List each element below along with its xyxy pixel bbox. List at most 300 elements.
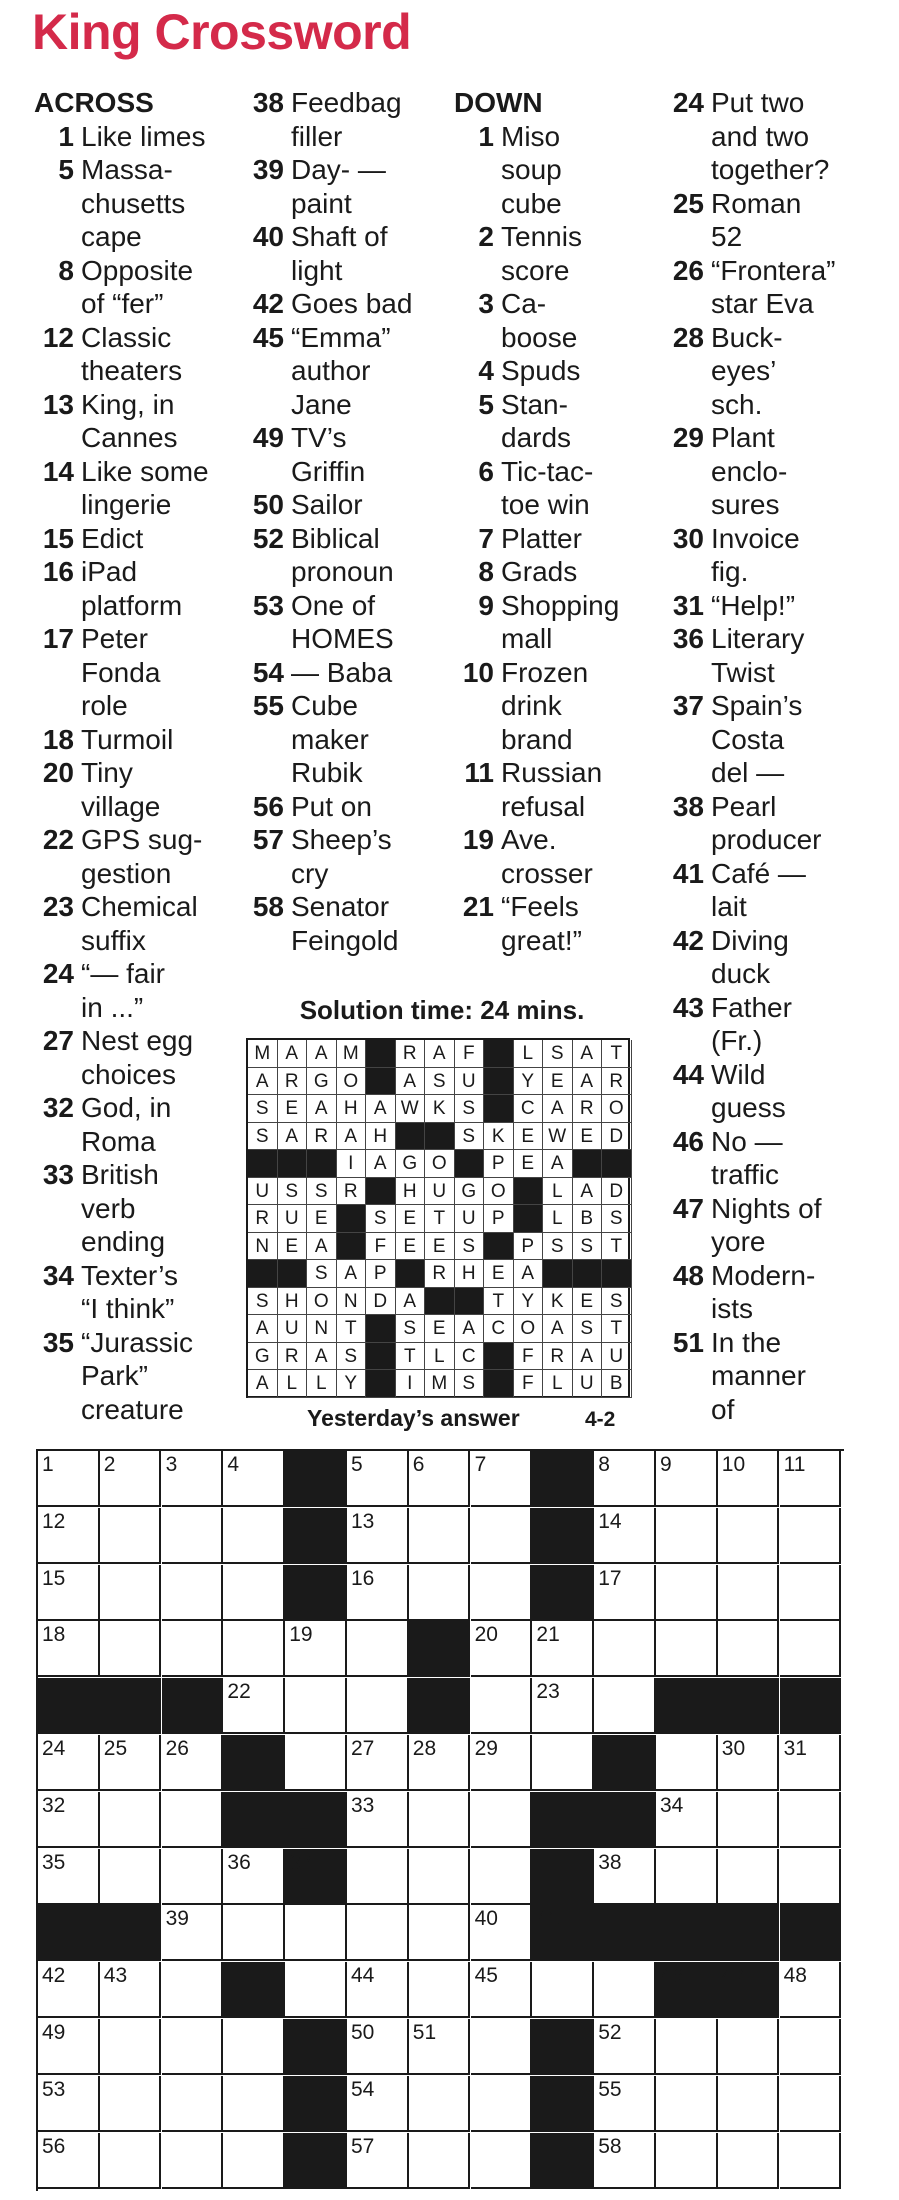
clue-number: 38 — [252, 87, 284, 118]
answer-letter-cell: S — [602, 1288, 632, 1316]
grid-cell[interactable] — [223, 1849, 285, 1905]
grid-cell[interactable] — [718, 2133, 780, 2189]
grid-cell[interactable] — [594, 1621, 656, 1677]
grid-cell[interactable] — [656, 2133, 718, 2189]
clue-text-line: iPad — [81, 556, 138, 587]
grid-cell[interactable] — [532, 1962, 594, 2018]
grid-cell[interactable] — [100, 1849, 162, 1905]
grid-cell[interactable] — [471, 1621, 533, 1677]
cell-number: 19 — [289, 1623, 313, 1647]
grid-cell[interactable] — [780, 1962, 842, 2018]
answer-letter-cell: S — [602, 1205, 632, 1233]
clue-text-line: of “fer” — [81, 288, 164, 319]
cell-number: 35 — [42, 1850, 66, 1874]
grid-cell[interactable] — [409, 1508, 471, 1564]
grid-cell[interactable] — [223, 2019, 285, 2075]
answer-black-square — [366, 1040, 396, 1068]
grid-cell[interactable] — [409, 1451, 471, 1507]
clue-text-line: Turmoil — [81, 723, 174, 755]
grid-cell[interactable] — [38, 2133, 100, 2189]
answer-letter-cell: F — [514, 1370, 544, 1398]
clue-text-line: eyes’ — [711, 355, 777, 386]
clue-number: 46 — [672, 1125, 704, 1157]
grid-cell[interactable] — [471, 1735, 533, 1791]
grid-cell[interactable] — [409, 2133, 471, 2189]
answer-letter-cell: K — [425, 1095, 455, 1123]
grid-cell[interactable] — [162, 1621, 224, 1677]
clue-item — [34, 890, 244, 957]
clue-item — [34, 120, 244, 154]
grid-cell[interactable] — [780, 1451, 842, 1507]
answer-letter-cell: S — [573, 1315, 603, 1343]
grid-cell[interactable] — [100, 1792, 162, 1848]
grid-cell[interactable] — [594, 1508, 656, 1564]
answer-letter-cell: E — [425, 1233, 455, 1261]
clue-number: 8 — [478, 556, 494, 587]
cell-number: 23 — [536, 1680, 560, 1704]
clue-text-line: refusal — [501, 790, 586, 822]
grid-cell[interactable] — [780, 2133, 842, 2189]
grid-cell[interactable] — [718, 2076, 780, 2132]
clue-number: 25 — [672, 187, 704, 219]
clue-text-line: traffic — [711, 1159, 779, 1190]
answer-letter-cell: L — [543, 1205, 573, 1233]
answer-black-square — [366, 1343, 396, 1371]
clue-number: 43 — [672, 991, 704, 1023]
answer-letter-cell: C — [455, 1343, 485, 1371]
clue-text-line: Platter — [501, 522, 582, 554]
answer-letter-cell: A — [396, 1068, 426, 1096]
clue-item — [34, 1091, 244, 1158]
grid-cell[interactable] — [38, 2076, 100, 2132]
black-square — [223, 1792, 285, 1848]
clue-item — [34, 823, 244, 890]
black-square — [718, 1678, 780, 1734]
grid-cell[interactable] — [100, 1565, 162, 1621]
clue-text-line: Cube — [291, 690, 358, 721]
grid-cell[interactable] — [38, 1962, 100, 2018]
clue-item — [244, 823, 444, 890]
cell-number: 42 — [42, 1964, 66, 1988]
answer-letter-cell: E — [543, 1068, 573, 1096]
grid-cell[interactable] — [471, 1849, 533, 1905]
grid-cell[interactable] — [347, 2019, 409, 2075]
clue-number: 44 — [672, 1058, 704, 1090]
grid-cell[interactable] — [594, 2019, 656, 2075]
grid-cell[interactable] — [718, 1565, 780, 1621]
grid-cell[interactable] — [38, 1621, 100, 1677]
grid-cell[interactable] — [347, 1678, 409, 1734]
grid-cell[interactable] — [780, 1508, 842, 1564]
grid-cell[interactable] — [471, 2076, 533, 2132]
clue-item — [34, 622, 244, 723]
grid-cell[interactable] — [718, 1792, 780, 1848]
clue-text-line: platform — [81, 589, 183, 621]
grid-cell[interactable] — [594, 2076, 656, 2132]
clue-item — [454, 555, 664, 589]
grid-cell[interactable] — [347, 1962, 409, 2018]
grid-cell[interactable] — [656, 1849, 718, 1905]
grid-cell[interactable] — [100, 1962, 162, 2018]
grid-cell[interactable] — [780, 1849, 842, 1905]
grid-cell[interactable] — [656, 1621, 718, 1677]
clue-text-line: Roman — [711, 187, 802, 219]
cell-number: 16 — [351, 1566, 375, 1590]
clue-item — [664, 622, 899, 689]
grid-cell[interactable] — [594, 1451, 656, 1507]
grid-cell[interactable] — [780, 2076, 842, 2132]
cell-number: 38 — [598, 1850, 622, 1874]
grid-cell[interactable] — [409, 1792, 471, 1848]
cell-number: 5 — [351, 1453, 363, 1476]
answer-letter-cell: E — [396, 1205, 426, 1233]
answer-letter-cell: A — [307, 1233, 337, 1261]
grid-cell[interactable] — [38, 1735, 100, 1791]
clue-item — [34, 723, 244, 757]
grid-cell[interactable] — [285, 1621, 347, 1677]
clue-number: 45 — [252, 321, 284, 353]
grid-cell[interactable] — [409, 1849, 471, 1905]
grid-cell[interactable] — [100, 2076, 162, 2132]
grid-cell[interactable] — [656, 2076, 718, 2132]
grid-cell[interactable] — [162, 1565, 224, 1621]
clue-item — [664, 1058, 899, 1125]
clue-number: 32 — [42, 1092, 74, 1123]
answer-black-square — [484, 1068, 514, 1096]
grid-cell[interactable] — [162, 2076, 224, 2132]
grid-cell[interactable] — [162, 1962, 224, 2018]
grid-cell[interactable] — [162, 2133, 224, 2189]
grid-cell[interactable] — [656, 1508, 718, 1564]
answer-letter-cell: K — [543, 1288, 573, 1316]
grid-cell[interactable] — [285, 1678, 347, 1734]
answer-black-square — [366, 1068, 396, 1096]
grid-cell[interactable] — [594, 1849, 656, 1905]
clue-text-line: Biblical — [291, 522, 380, 554]
grid-cell[interactable] — [471, 1905, 533, 1961]
grid-cell[interactable] — [285, 1962, 347, 2018]
grid-cell[interactable] — [100, 2019, 162, 2075]
grid-cell[interactable] — [594, 1678, 656, 1734]
cell-number: 24 — [42, 1737, 66, 1760]
answer-letter-cell: D — [602, 1178, 632, 1206]
grid-cell[interactable] — [100, 1621, 162, 1677]
black-square — [594, 1905, 656, 1961]
grid-cell[interactable] — [347, 1735, 409, 1791]
grid-cell[interactable] — [471, 2019, 533, 2075]
grid-cell[interactable] — [656, 1735, 718, 1791]
grid-cell[interactable] — [38, 1565, 100, 1621]
grid-cell[interactable] — [409, 2019, 471, 2075]
grid-cell[interactable] — [285, 1905, 347, 1961]
answer-letter-cell: O — [602, 1095, 632, 1123]
clue-text-line: Jane — [291, 388, 352, 420]
grid-cell[interactable] — [718, 1621, 780, 1677]
grid-cell[interactable] — [347, 1621, 409, 1677]
clue-text-line: British — [81, 1159, 159, 1190]
grid-cell[interactable] — [471, 1565, 533, 1621]
grid-cell[interactable] — [347, 1451, 409, 1507]
clue-text-line: mall — [501, 623, 553, 654]
clue-item — [664, 924, 899, 991]
grid-cell[interactable] — [718, 1508, 780, 1564]
answer-letter-cell: T — [602, 1233, 632, 1261]
clue-item — [244, 790, 444, 824]
grid-cell[interactable] — [162, 1792, 224, 1848]
answer-letter-cell: R — [396, 1040, 426, 1068]
answer-letter-cell: E — [514, 1123, 544, 1151]
grid-cell[interactable] — [162, 1508, 224, 1564]
black-square — [718, 1962, 780, 2018]
answer-letter-cell: A — [425, 1040, 455, 1068]
grid-cell[interactable] — [594, 1962, 656, 2018]
grid-cell[interactable] — [162, 1849, 224, 1905]
grid-cell[interactable] — [656, 2019, 718, 2075]
answer-black-square — [484, 1040, 514, 1068]
grid-cell[interactable] — [656, 1792, 718, 1848]
grid-cell[interactable] — [347, 1565, 409, 1621]
answer-letter-cell: C — [484, 1315, 514, 1343]
answer-letter-cell: E — [573, 1288, 603, 1316]
clue-text-line: village — [81, 790, 161, 822]
answer-letter-cell: E — [278, 1095, 308, 1123]
answer-letter-cell: R — [307, 1123, 337, 1151]
clue-number: 18 — [42, 723, 74, 755]
grid-cell[interactable] — [347, 1508, 409, 1564]
grid-cell[interactable] — [100, 1451, 162, 1507]
clue-text-line: Russian — [501, 757, 603, 788]
across-heading: ACROSS — [34, 87, 154, 118]
black-square — [656, 1678, 718, 1734]
grid-cell[interactable] — [409, 1962, 471, 2018]
grid-cell[interactable] — [594, 2133, 656, 2189]
grid-cell[interactable] — [780, 1792, 842, 1848]
clue-text-line: Nights of — [711, 1192, 822, 1224]
black-square — [285, 1451, 347, 1507]
grid-cell[interactable] — [162, 2019, 224, 2075]
clue-text-line: Edict — [81, 522, 144, 554]
answer-letter-cell: U — [425, 1178, 455, 1206]
answer-letter-cell: U — [278, 1315, 308, 1343]
clue-text-line: Fonda — [81, 656, 161, 688]
grid-cell[interactable] — [100, 1508, 162, 1564]
answer-letter-cell: A — [248, 1068, 278, 1096]
answer-letter-cell: A — [573, 1178, 603, 1206]
grid-cell[interactable] — [718, 1451, 780, 1507]
answer-letter-cell: O — [337, 1068, 367, 1096]
grid-cell[interactable] — [718, 1735, 780, 1791]
grid-cell[interactable] — [656, 1565, 718, 1621]
clue-text-line: Feingold — [291, 924, 399, 956]
cell-number: 14 — [598, 1509, 622, 1533]
grid-cell[interactable] — [532, 1621, 594, 1677]
grid-cell[interactable] — [38, 1792, 100, 1848]
grid-cell[interactable] — [780, 2019, 842, 2075]
answer-letter-cell: D — [366, 1288, 396, 1316]
clue-item — [664, 86, 899, 187]
grid-cell[interactable] — [780, 1565, 842, 1621]
clue-text-line: score — [501, 254, 570, 286]
cell-number: 8 — [598, 1453, 610, 1476]
grid-cell[interactable] — [471, 1678, 533, 1734]
black-square — [532, 1905, 594, 1961]
grid-cell[interactable] — [780, 1735, 842, 1791]
clue-text-line: King, in — [81, 388, 175, 420]
grid-cell[interactable] — [38, 1849, 100, 1905]
grid-cell[interactable] — [285, 1735, 347, 1791]
answer-letter-cell: C — [514, 1095, 544, 1123]
clue-number: 22 — [42, 824, 74, 855]
grid-cell[interactable] — [471, 1792, 533, 1848]
answer-letter-cell: L — [307, 1370, 337, 1398]
clue-text-line: (Fr.) — [711, 1025, 763, 1056]
cell-number: 46 — [660, 1964, 684, 1988]
answer-letter-cell: U — [455, 1068, 485, 1096]
answer-letter-cell: E — [573, 1123, 603, 1151]
grid-cell[interactable] — [409, 1735, 471, 1791]
grid-cell[interactable] — [223, 2076, 285, 2132]
cell-number: 37 — [289, 1850, 313, 1874]
answer-letter-cell: E — [425, 1315, 455, 1343]
grid-cell[interactable] — [409, 1905, 471, 1961]
grid-cell[interactable] — [532, 1735, 594, 1791]
clue-text-line: light — [291, 254, 343, 286]
grid-cell[interactable] — [223, 2133, 285, 2189]
answer-letter-cell: F — [366, 1233, 396, 1261]
black-square — [532, 2133, 594, 2189]
grid-cell[interactable] — [347, 2133, 409, 2189]
grid-cell[interactable] — [38, 1451, 100, 1507]
clue-text-line: Invoice — [711, 522, 800, 554]
grid-cell[interactable] — [347, 1905, 409, 1961]
clue-text-line: Nest egg — [81, 1025, 194, 1056]
answer-letter-cell: H — [366, 1123, 396, 1151]
answer-letter-cell: I — [396, 1370, 426, 1398]
clue-item — [454, 287, 664, 354]
grid-cell[interactable] — [223, 1565, 285, 1621]
grid-cell[interactable] — [780, 1621, 842, 1677]
clue-item — [34, 455, 244, 522]
cell-number: 41 — [536, 1907, 560, 1931]
grid-cell[interactable] — [162, 1451, 224, 1507]
answer-letter-cell: S — [396, 1315, 426, 1343]
grid-cell[interactable] — [100, 2133, 162, 2189]
grid-cell[interactable] — [471, 1508, 533, 1564]
grid-cell[interactable] — [223, 1905, 285, 1961]
clue-item — [34, 522, 244, 556]
grid-cell[interactable] — [223, 1451, 285, 1507]
grid-cell[interactable] — [347, 1792, 409, 1848]
clue-text-line: role — [81, 690, 128, 721]
grid-cell[interactable] — [718, 2019, 780, 2075]
answer-letter-cell: U — [278, 1205, 308, 1233]
clue-number: 8 — [58, 254, 74, 286]
black-square — [409, 1678, 471, 1734]
black-square — [532, 1565, 594, 1621]
clue-number: 47 — [672, 1192, 704, 1224]
grid-cell[interactable] — [223, 1621, 285, 1677]
clue-number: 1 — [478, 120, 494, 152]
clue-text-line: filler — [291, 120, 343, 152]
clue-text-line: maker — [291, 723, 369, 755]
cell-number: 47 — [721, 1964, 746, 1988]
clue-number: 14 — [42, 455, 74, 487]
answer-letter-cell: H — [455, 1260, 485, 1288]
answer-letter-cell: A — [543, 1150, 573, 1178]
clue-number: 15 — [42, 522, 74, 554]
clue-number: 57 — [252, 824, 284, 855]
grid-cell[interactable] — [223, 1508, 285, 1564]
clue-text-line: Shaft of — [291, 221, 388, 252]
clue-text-line: Father — [711, 991, 792, 1023]
grid-cell[interactable] — [656, 1451, 718, 1507]
answer-black-square — [484, 1343, 514, 1371]
grid-cell[interactable] — [100, 1735, 162, 1791]
clue-text-line: dards — [501, 422, 572, 453]
grid-cell[interactable] — [409, 1565, 471, 1621]
clue-item — [34, 1024, 244, 1091]
grid-cell[interactable] — [38, 2019, 100, 2075]
answer-letter-cell: R — [602, 1068, 632, 1096]
clue-number: 23 — [42, 891, 74, 922]
black-square — [718, 1905, 780, 1961]
grid-cell[interactable] — [162, 1905, 224, 1961]
clue-item — [244, 153, 444, 220]
answer-letter-cell: A — [455, 1315, 485, 1343]
grid-cell[interactable] — [471, 1451, 533, 1507]
clue-text-line: Stan- — [501, 388, 568, 420]
clue-text-line: “Feels — [501, 891, 579, 922]
grid-cell[interactable] — [162, 1735, 224, 1791]
grid-cell[interactable] — [409, 2076, 471, 2132]
answer-letter-cell: W — [396, 1095, 426, 1123]
grid-cell[interactable] — [594, 1565, 656, 1621]
grid-cell[interactable] — [471, 2133, 533, 2189]
black-square — [594, 1735, 656, 1791]
grid-cell[interactable] — [38, 1508, 100, 1564]
crossword-grid[interactable] — [36, 1449, 844, 2191]
clue-text-line: creature — [81, 1393, 184, 1425]
answer-letter-cell: N — [337, 1288, 367, 1316]
grid-cell[interactable] — [223, 1678, 285, 1734]
clue-text-line: Feedbag — [291, 87, 402, 118]
grid-cell[interactable] — [532, 1678, 594, 1734]
grid-cell[interactable] — [347, 2076, 409, 2132]
clue-text-line: Classic — [81, 321, 172, 353]
clue-item — [244, 287, 444, 321]
cell-number: 55 — [598, 2077, 622, 2101]
clue-text-line: paint — [291, 187, 352, 219]
clue-number: 28 — [672, 321, 704, 353]
clue-item — [664, 1326, 899, 1427]
clue-number: 48 — [672, 1259, 704, 1291]
clue-item — [664, 421, 899, 522]
answer-letter-cell: E — [514, 1150, 544, 1178]
cell-number: 17 — [598, 1566, 622, 1590]
clue-number: 38 — [672, 790, 704, 822]
answer-letter-cell: S — [455, 1123, 485, 1151]
cell-number: 3 — [165, 1453, 178, 1476]
clue-number: 33 — [42, 1159, 74, 1190]
grid-cell[interactable] — [347, 1849, 409, 1905]
cell-number: 11 — [783, 1453, 806, 1476]
grid-cell[interactable] — [718, 1849, 780, 1905]
black-square — [100, 1678, 162, 1734]
answer-letter-cell: A — [307, 1040, 337, 1068]
clue-item — [34, 153, 244, 254]
grid-cell[interactable] — [471, 1962, 533, 2018]
clue-text-line: Chemical — [81, 891, 198, 922]
